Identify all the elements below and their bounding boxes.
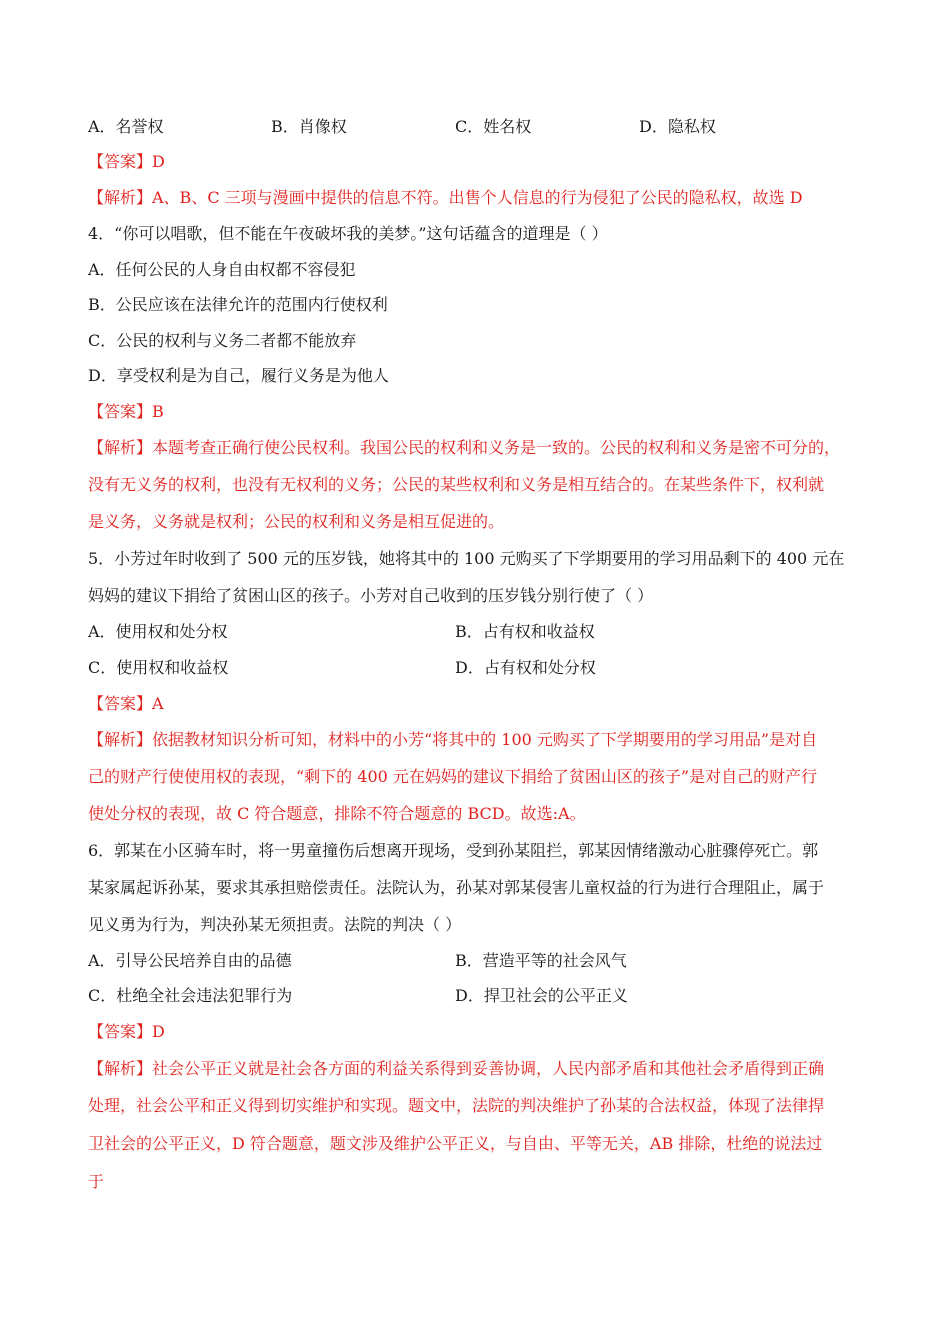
q3-answer: 【答案】D: [88, 152, 165, 171]
q6-analysis-line: 处理，社会公平和正义得到切实维护和实现。题文中，法院的判决维护了孙某的合法权益，体现了法律捍: [88, 1096, 825, 1115]
q5-stem: 5．小芳过年时收到了 500 元的压岁钱，她将其中的 100 元购买了下学期要用的学习用品剩下的 400 元在: [88, 549, 845, 568]
q4-option-c: C．公民的权利与义务二者都不能放弃: [88, 331, 357, 350]
q3-option-c: C．姓名权: [455, 117, 532, 136]
q3-analysis-line: 【解析】A、B、C 三项与漫画中提供的信息不符。出售个人信息的行为侵犯了公民的隐私权，故选 D: [88, 188, 803, 207]
q6-option-a: A．引导公民培养自由的品德: [88, 951, 292, 970]
q6-stem: 6．郭某在小区骑车时，将一男童撞伤后想离开现场，受到孙某阻拦，郭某因情绪激动心脏骤停死亡。郭: [88, 841, 819, 860]
q5-answer: 【答案】A: [88, 694, 164, 713]
q6-option-d: D．捍卫社会的公平正义: [455, 986, 628, 1005]
q4-option-a: A．任何公民的人身自由权都不容侵犯: [88, 260, 356, 279]
q6-analysis-line: 于: [88, 1172, 105, 1191]
q5-option-d: D．占有权和处分权: [455, 658, 596, 677]
q5-analysis-line: 己的财产行使使用权的表现，“剩下的 400 元在妈妈的建议下捐给了贫困山区的孩子”是对自己的财产行: [88, 767, 818, 786]
q4-option-d: D．享受权利是为自己，履行义务是为他人: [88, 366, 389, 385]
q3-option-d: D．隐私权: [639, 117, 716, 136]
q6-option-c: C．杜绝全社会违法犯罪行为: [88, 986, 293, 1005]
q4-option-b: B．公民应该在法律允许的范围内行使权利: [88, 295, 388, 314]
q6-stem: 见义勇为行为，判决孙某无须担责。法院的判决（ ）: [88, 915, 462, 934]
q5-option-b: B．占有权和收益权: [455, 622, 595, 641]
q5-option-a: A．使用权和处分权: [88, 622, 228, 641]
q6-analysis-line: 卫社会的公平正义，D 符合题意，题文涉及维护公平正义，与自由、平等无关，AB 排除，杜绝的说法过: [88, 1134, 823, 1153]
q6-answer: 【答案】D: [88, 1022, 165, 1041]
q3-option-b: B．肖像权: [271, 117, 347, 136]
q4-stem: 4．“你可以唱歌，但不能在午夜破坏我的美梦。”这句话蕴含的道理是（ ）: [88, 224, 608, 243]
q5-analysis-line: 【解析】依据教材知识分析可知，材料中的小芳“将其中的 100 元购买了下学期要用的学习用品”是对自: [88, 730, 818, 749]
q5-stem: 妈妈的建议下捐给了贫困山区的孩子。小芳对自己收到的压岁钱分别行使了（ ）: [88, 586, 654, 605]
q5-option-c: C．使用权和收益权: [88, 658, 229, 677]
q4-analysis-line: 【解析】本题考查正确行使公民权利。我国公民的权利和义务是一致的。公民的权利和义务是密不可分的，: [88, 438, 841, 457]
q5-analysis-line: 使处分权的表现，故 C 符合题意，排除不符合题意的 BCD。故选:A。: [88, 804, 586, 823]
q6-stem: 某家属起诉孙某，要求其承担赔偿责任。法院认为，孙某对郭某侵害儿童权益的行为进行合理阻止，属于: [88, 878, 825, 897]
q6-analysis-line: 【解析】社会公平正义就是社会各方面的利益关系得到妥善协调，人民内部矛盾和其他社会矛盾得到正确: [88, 1059, 825, 1078]
q4-answer: 【答案】B: [88, 402, 164, 421]
q3-option-a: A．名誉权: [88, 117, 164, 136]
q4-analysis-line: 没有无义务的权利，也没有无权利的义务；公民的某些权利和义务是相互结合的。在某些条件下，权利就: [88, 475, 825, 494]
q6-option-b: B．营造平等的社会风气: [455, 951, 627, 970]
q4-analysis-line: 是义务，义务就是权利；公民的权利和义务是相互促进的。: [88, 512, 505, 531]
